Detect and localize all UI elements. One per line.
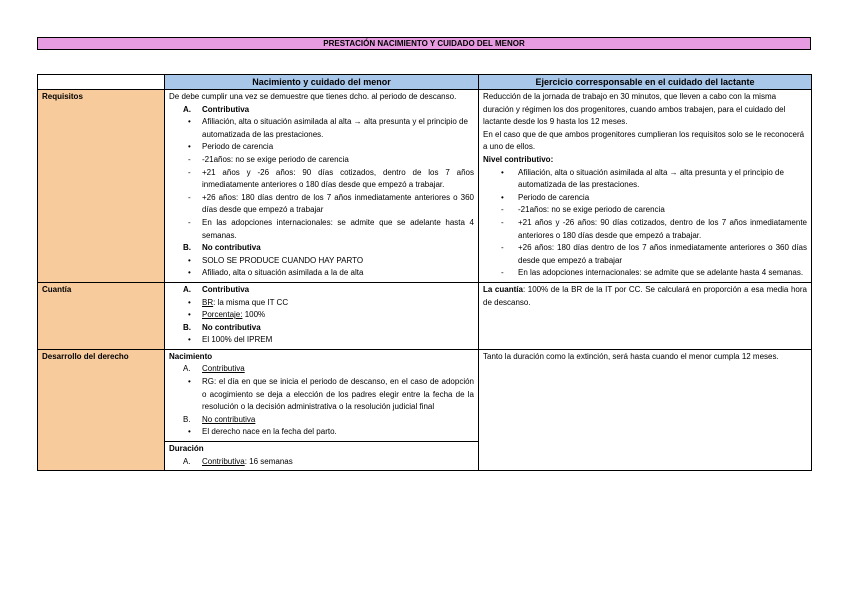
bullet-icon: • bbox=[188, 297, 191, 307]
bullet-icon: • bbox=[501, 167, 504, 177]
list-item bbox=[169, 309, 474, 322]
section-label: Contributiva bbox=[202, 104, 250, 114]
dash-icon: - bbox=[188, 217, 191, 227]
list-item bbox=[169, 363, 474, 376]
bullet-icon: • bbox=[188, 427, 191, 437]
bullet-icon: • bbox=[188, 377, 191, 387]
cuantia-nacimiento-cell bbox=[165, 282, 479, 349]
list-item bbox=[169, 167, 474, 192]
requisitos-ejercicio-cell bbox=[479, 90, 812, 283]
porcentaje-label: Porcentaje: bbox=[202, 310, 243, 320]
list-marker: B. bbox=[183, 243, 191, 253]
table-row-requisitos bbox=[38, 90, 812, 283]
list-item bbox=[483, 192, 807, 205]
section-label: Contributiva bbox=[202, 284, 250, 294]
list-item-text: En las adopciones internacionales: se admite que se adelante hasta 4 semanas. bbox=[202, 217, 474, 240]
list-item-text bbox=[202, 309, 474, 322]
list-item-text: Periodo de carencia bbox=[518, 192, 590, 202]
list-item bbox=[169, 242, 474, 255]
list-item bbox=[169, 426, 474, 439]
nacimiento-heading: Nacimiento bbox=[169, 351, 213, 361]
dash-icon: - bbox=[188, 154, 191, 164]
section-label: Contributiva bbox=[202, 364, 245, 374]
page-title: PRESTACIÓN NACIMIENTO Y CUIDADO DEL MENOR bbox=[37, 37, 811, 50]
requisitos-nacimiento-cell bbox=[165, 90, 479, 283]
duracion-text: : 16 semanas bbox=[244, 456, 293, 466]
list-item bbox=[169, 192, 474, 217]
list-item-text: -21años: no se exige periodo de carencia bbox=[202, 154, 349, 164]
list-item bbox=[169, 284, 474, 297]
duracion-label: Contributiva bbox=[202, 456, 245, 466]
row-label-requisitos: Requisitos bbox=[38, 90, 165, 283]
desarrollo-nacimiento-cell bbox=[165, 349, 479, 470]
bullet-icon: • bbox=[188, 255, 191, 265]
desarrollo-ejercicio-cell: Tanto la duración como la extinción, será hasta cuando el menor cumpla 12 meses. bbox=[479, 349, 812, 470]
list-item bbox=[169, 255, 474, 268]
list-marker: A. bbox=[183, 456, 191, 466]
list-item bbox=[169, 456, 474, 469]
section-label: No contributiva bbox=[202, 243, 261, 253]
list-item bbox=[483, 217, 807, 242]
bullet-icon: • bbox=[501, 192, 504, 202]
list-item bbox=[169, 297, 474, 310]
list-item bbox=[169, 267, 474, 280]
list-item-text bbox=[202, 297, 474, 310]
header-blank-cell bbox=[38, 75, 165, 90]
bullet-icon: • bbox=[188, 117, 191, 127]
cuantia-text: : 100% de la BR de la IT por CC. Se calculará en proporción a esa media hora de descanso. bbox=[483, 284, 807, 307]
nivel-contributivo-heading: Nivel contributivo: bbox=[483, 154, 554, 164]
list-marker: A. bbox=[183, 364, 191, 374]
duracion-section bbox=[165, 441, 478, 468]
list-item bbox=[483, 267, 807, 280]
list-item bbox=[169, 141, 474, 154]
br-label: BR bbox=[202, 297, 214, 307]
table-row-cuantia bbox=[38, 282, 812, 349]
list-item-text bbox=[202, 456, 474, 469]
bullet-icon: • bbox=[188, 142, 191, 152]
list-item bbox=[169, 104, 474, 117]
list-item-text: El derecho nace en la fecha del parto. bbox=[202, 427, 337, 437]
list-item-text: El 100% del IPREM bbox=[202, 335, 273, 345]
list-marker: A. bbox=[183, 104, 191, 114]
section-label: No contributiva bbox=[202, 322, 261, 332]
list-item-text: Afiliado, alta o situación asimilada a la de alta bbox=[202, 268, 364, 278]
duracion-heading: Duración bbox=[169, 444, 204, 454]
list-item bbox=[169, 154, 474, 167]
list-item bbox=[169, 217, 474, 242]
cuantia-label: La cuantía bbox=[483, 284, 523, 294]
list-item-text: +21 años y -26 años: 90 días cotizados, dentro de los 7 años inmediatamente anteriores o 180 días desde que empezó a trabajar. bbox=[518, 217, 807, 240]
requisitos-ejercicio-note: En el caso que de que ambos progenitores cumplieran los requisitos solo se le reconocerá a uno de ellos. bbox=[483, 129, 805, 152]
bullet-icon: • bbox=[188, 335, 191, 345]
list-item bbox=[483, 167, 807, 192]
br-text: : la misma que IT CC bbox=[213, 297, 289, 307]
table-row-desarrollo bbox=[38, 349, 812, 470]
list-item bbox=[169, 322, 474, 335]
list-item-text: +26 años: 180 días dentro de los 7 años inmediatamente anteriores o 360 días desde que empezó a trabajar bbox=[202, 192, 474, 215]
list-item bbox=[483, 242, 807, 267]
dash-icon: - bbox=[501, 268, 504, 278]
list-item-text: +21 años y -26 años: 90 días cotizados, dentro de los 7 años inmediatamente anteriores o 180 días desde que empezó a trabajar. bbox=[202, 167, 474, 190]
porcentaje-text: 100% bbox=[242, 310, 266, 320]
section-label: No contributiva bbox=[202, 414, 256, 424]
list-item-text: En las adopciones internacionales: se admite que se adelante hasta 4 semanas. bbox=[518, 268, 804, 278]
list-item-text: SOLO SE PRODUCE CUANDO HAY PARTO bbox=[202, 255, 364, 265]
table-header-row bbox=[38, 75, 812, 90]
requisitos-intro: De debe cumplir una vez se demuestre que tienes dcho. al periodo de descanso. bbox=[169, 92, 457, 101]
list-marker: B. bbox=[183, 414, 191, 424]
header-ejercicio: Ejercicio corresponsable en el cuidado del lactante bbox=[479, 75, 812, 90]
list-item bbox=[169, 334, 474, 347]
dash-icon: - bbox=[501, 217, 504, 227]
requisitos-ejercicio-intro: Reducción de la jornada de trabajo en 30 minutos, que lleven a cabo con la misma duración y régimen los dos progenitores, cuando ambos trabajen, para el cuidado del lactante desde los 9 hasta los 12 meses. bbox=[483, 92, 786, 127]
list-item bbox=[169, 414, 474, 427]
list-item-text: Periodo de carencia bbox=[202, 142, 274, 152]
dash-icon: - bbox=[188, 167, 191, 177]
bullet-icon: • bbox=[188, 310, 191, 320]
list-item bbox=[169, 116, 474, 141]
cuantia-ejercicio-cell bbox=[479, 282, 812, 349]
dash-icon: - bbox=[501, 205, 504, 215]
list-item-text: -21años: no se exige periodo de carencia bbox=[518, 205, 665, 215]
row-label-cuantia: Cuantía bbox=[38, 282, 165, 349]
list-item bbox=[483, 204, 807, 217]
header-nacimiento: Nacimiento y cuidado del menor bbox=[165, 75, 479, 90]
list-item-text: RG: el día en que se inicia el periodo de descanso, en el caso de adopción o acogimiento se deja a elección de los padres elegir entre la fecha de la resolución o la decisión administrativa o la resolución judicial final bbox=[202, 377, 474, 412]
dash-icon: - bbox=[188, 192, 191, 202]
list-marker: B. bbox=[183, 322, 191, 332]
benefits-table bbox=[37, 74, 812, 471]
list-item-text: +26 años: 180 días dentro de los 7 años inmediatamente anteriores o 360 días desde que empezó a trabajar bbox=[518, 243, 807, 265]
list-item-text: Afiliación, alta o situación asimilada al alta → alta presunta y el principio de automatizada de las prestaciones. bbox=[202, 117, 468, 139]
dash-icon: - bbox=[501, 243, 504, 253]
row-label-desarrollo: Desarrollo del derecho bbox=[38, 349, 165, 470]
list-item-text: Afiliación, alta o situación asimilada al alta → alta presunta y el principio de automatizada de las prestaciones. bbox=[518, 167, 784, 190]
list-marker: A. bbox=[183, 284, 191, 294]
bullet-icon: • bbox=[188, 268, 191, 278]
list-item bbox=[169, 376, 474, 414]
